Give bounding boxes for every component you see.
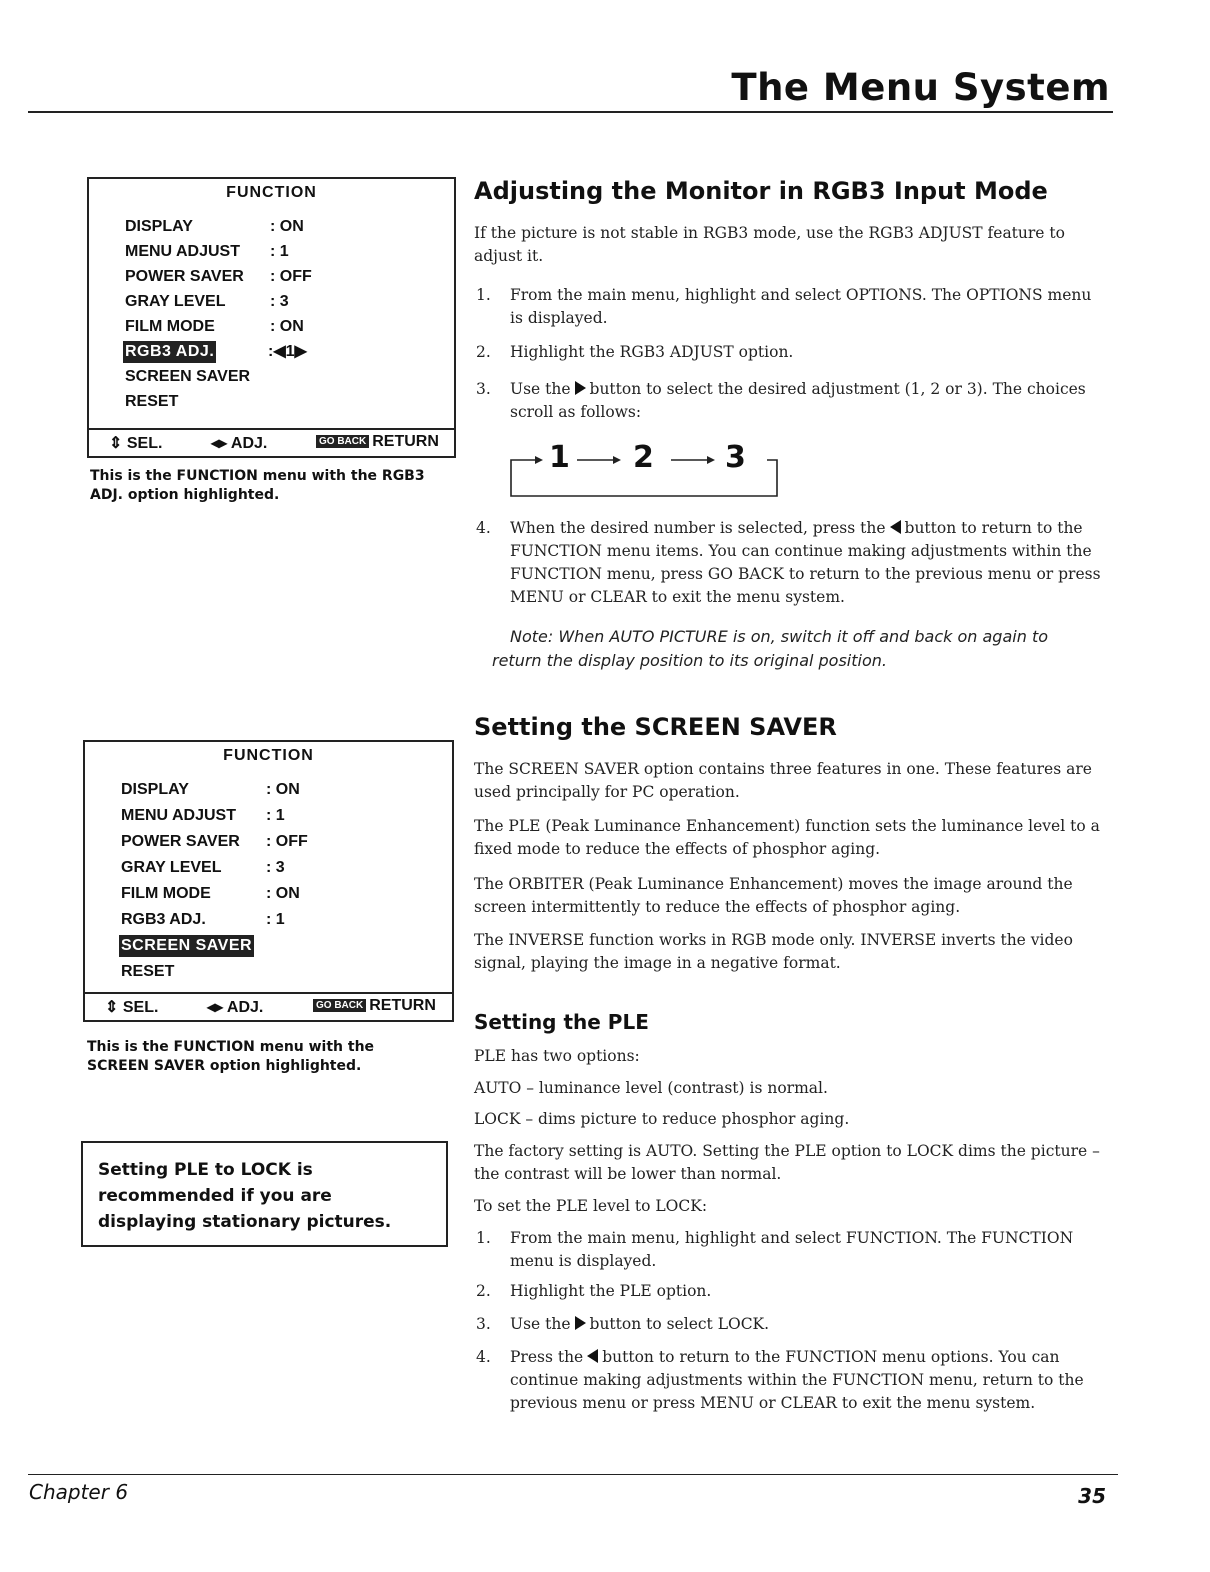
note: Note: When AUTO PICTURE is on, switch it off and back on again to return the display position to its original position.: [492, 627, 1048, 670]
scroll-value-1: 1: [549, 440, 570, 475]
left-arrow-icon: [890, 520, 901, 534]
section-heading-screen-saver: Setting the SCREEN SAVER: [474, 713, 837, 741]
paragraph: To set the PLE level to LOCK:: [474, 1197, 708, 1215]
header-rule: [28, 111, 1113, 113]
menu-caption: This is the FUNCTION menu with the SCREEN SAVER option highlighted.: [87, 1039, 375, 1074]
right-arrow-icon: [575, 1316, 586, 1330]
menu-row: SCREEN SAVER: [125, 368, 251, 385]
section-heading-ple: Setting the PLE: [474, 1010, 649, 1034]
menu-row: GRAY LEVEL : 3: [125, 293, 289, 310]
menu-row: POWER SAVER : OFF: [121, 833, 308, 850]
menu-row: POWER SAVER : OFF: [125, 268, 312, 285]
go-back-badge: GO BACK: [313, 999, 366, 1012]
step-item: 1. From the main menu, highlight and select OPTIONS. The OPTIONS menu is displayed.: [476, 286, 1092, 327]
section-heading-rgb3: Adjusting the Monitor in RGB3 Input Mode: [474, 177, 1048, 205]
step-item: 4. Press the button to return to the FUNCTION menu options. You can continue making adjustments within the FUNCTION menu, return to the previous menu or press MENU or CLEAR to exit the menu system.: [476, 1348, 1084, 1412]
paragraph: The ORBITER (Peak Luminance Enhancement) moves the image around the screen intermittently to reduce the effects of phosphor aging.: [474, 875, 1073, 916]
tip-box: [81, 1141, 448, 1247]
scroll-value-2: 2: [633, 440, 654, 475]
paragraph: The INVERSE function works in RGB mode only. INVERSE inverts the video signal, playing the image in a negative format.: [474, 931, 1073, 972]
menu-title: FUNCTION: [226, 184, 317, 201]
menu-footer: [89, 428, 454, 456]
step-item: 3. Use the button to select LOCK.: [476, 1315, 770, 1333]
chapter-label: Chapter 6: [29, 1480, 129, 1504]
page-header-title: The Menu System: [731, 66, 1110, 109]
paragraph: AUTO – luminance level (contrast) is normal.: [474, 1079, 828, 1097]
page-number: 35: [1078, 1484, 1106, 1508]
menu-title: FUNCTION: [223, 747, 314, 764]
menu-row-highlighted: SCREEN SAVER: [119, 935, 419, 957]
menu-row: MENU ADJUST : 1: [125, 243, 289, 260]
scroll-diagram: [505, 440, 790, 500]
paragraph: The PLE (Peak Luminance Enhancement) function sets the luminance level to a fixed mode to reduce the effects of phosphor aging.: [474, 817, 1100, 858]
menu-row: RESET: [125, 393, 179, 410]
paragraph: If the picture is not stable in RGB3 mode, use the RGB3 ADJUST feature to adjust it.: [474, 224, 1065, 265]
menu-footer: [85, 992, 452, 1020]
paragraph: The SCREEN SAVER option contains three features in one. These features are used principally for PC operation.: [474, 760, 1092, 801]
return-hint: GO BACK RETURN: [313, 997, 436, 1015]
paragraph: The factory setting is AUTO. Setting the PLE option to LOCK dims the picture – the contrast will be lower than normal.: [474, 1142, 1100, 1183]
paragraph: PLE has two options:: [474, 1047, 640, 1065]
menu-row-highlighted: RGB3 ADJ. :◀1▶: [123, 341, 423, 363]
left-arrow-icon: [587, 1349, 598, 1363]
menu-row: RESET: [121, 963, 175, 980]
menu-row: GRAY LEVEL : 3: [121, 859, 285, 876]
adj-hint: ◂▸ ADJ.: [207, 999, 264, 1016]
tip-text: Setting PLE to LOCK is recommended if you are displaying stationary pictures.: [98, 1160, 392, 1232]
menu-row: RGB3 ADJ. : 1: [121, 911, 285, 928]
scroll-value-3: 3: [725, 440, 746, 475]
footer-rule: [28, 1474, 1118, 1475]
step-item: 2. Highlight the PLE option.: [476, 1282, 712, 1300]
menu-row: DISPLAY : ON: [125, 218, 304, 235]
sel-hint: ⇕ SEL.: [105, 999, 159, 1016]
right-arrow-icon: [575, 381, 586, 395]
menu-row: MENU ADJUST : 1: [121, 807, 285, 824]
menu-row: FILM MODE : ON: [125, 318, 304, 335]
adj-hint: ◂▸ ADJ.: [211, 435, 268, 452]
step-item: 4. When the desired number is selected, press the button to return to the FUNCTION menu items. You can continue making adjustments within the FUNCTION menu, press GO BACK to return to the previous menu or press MENU or CLEAR to exit the menu system.: [476, 519, 1101, 606]
step-item: 3. Use the button to select the desired adjustment (1, 2 or 3). The choices scroll as follows:: [476, 380, 1086, 421]
step-item: 2. Highlight the RGB3 ADJUST option.: [476, 343, 794, 361]
go-back-badge: GO BACK: [316, 435, 369, 448]
paragraph: LOCK – dims picture to reduce phosphor aging.: [474, 1110, 850, 1128]
sel-hint: ⇕ SEL.: [109, 435, 163, 452]
menu-caption: This is the FUNCTION menu with the RGB3 ADJ. option highlighted.: [90, 468, 425, 503]
menu-row: DISPLAY : ON: [121, 781, 300, 798]
menu-row: FILM MODE : ON: [121, 885, 300, 902]
step-item: 1. From the main menu, highlight and select FUNCTION. The FUNCTION menu is displayed.: [476, 1229, 1074, 1270]
return-hint: GO BACK RETURN: [316, 433, 439, 451]
function-menu-screen-saver: [83, 740, 454, 1022]
function-menu-rgb3: [87, 177, 456, 458]
